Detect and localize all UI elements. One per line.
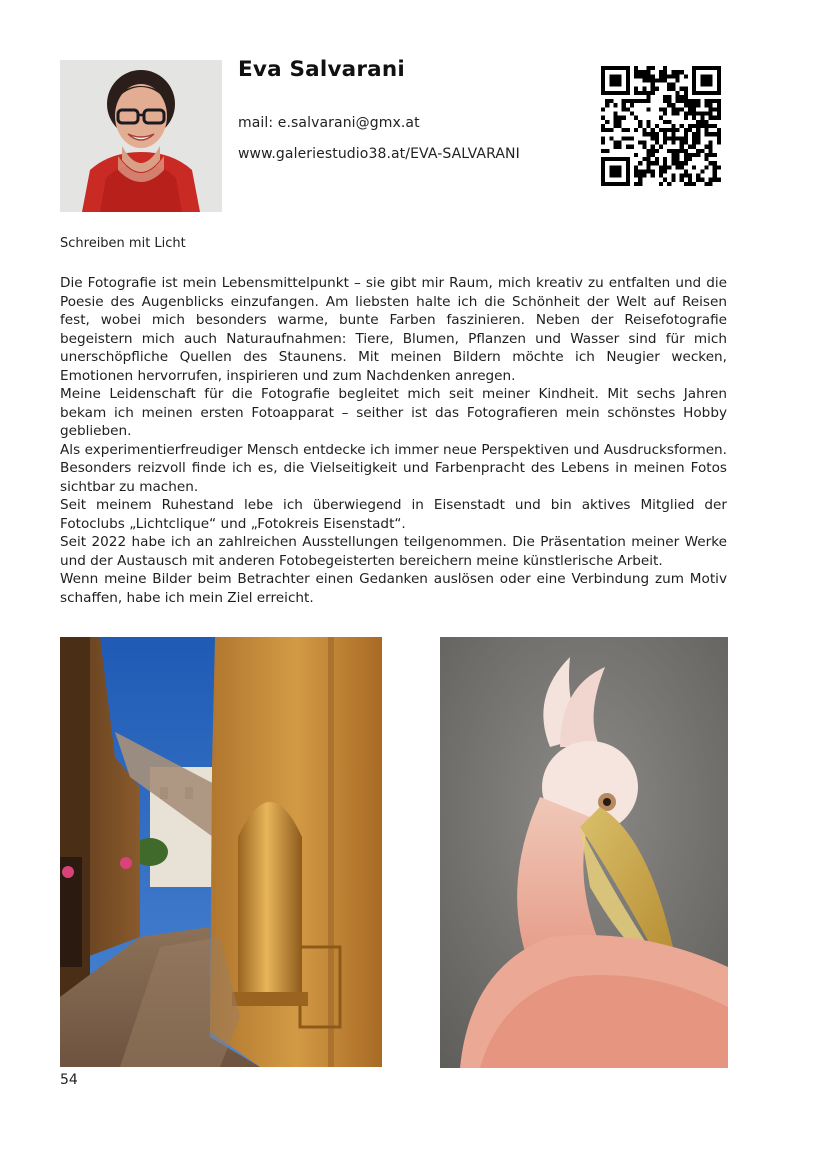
author-website[interactable]: www.galeriestudio38.at/EVA-SALVARANI [238, 146, 520, 162]
bio-paragraph: Meine Leidenschaft für die Fotografie begleitet mich seit meiner Kindheit. Mit sechs Jahren bekam ich meinen ersten Fotoapparat – seither ist das Fotografieren mein schönstes Hobby geblieben. [60, 386, 727, 439]
page-number: 54 [60, 1072, 78, 1088]
biography-text [60, 274, 727, 607]
bio-paragraph: Die Fotografie ist mein Lebensmittelpunkt – sie gibt mir Raum, mich kreativ zu entfalten und die Poesie des Augenblicks einzufangen. Am liebsten halte ich die Schönheit der Welt auf Reisen fest, wobei mich besonders warme, bunte Farben faszinieren. Neben der Reisefotografie begeistern mich auch Naturaufnahmen: Tiere, Blumen, Pflanzen und Wasser sind für mich unerschöpfliche Quellen des Staunens. Mit meinen Bildern möchte ich Neugier wecken, Emotionen hervorrufen, inspirieren und zum Nachdenken anregen. [60, 275, 727, 384]
author-email[interactable]: mail: e.salvarani@gmx.at [238, 115, 420, 131]
bio-paragraph: Als experimentierfreudiger Mensch entdecke ich immer neue Perspektiven und Ausdrucksformen. Besonders reizvoll finde ich es, die Vielseitigkeit und Farbenpracht des Lebens in meinen Fotos sichtbar zu machen. [60, 441, 727, 495]
bio-paragraph: Seit 2022 habe ich an zahlreichen Ausstellungen teilgenommen. Die Präsentation meiner Werke und der Austausch mit anderen Fotobegeisterten bereichern meine künstlerische Arbeit. [60, 534, 727, 569]
author-name: Eva Salvarani [238, 57, 405, 82]
bio-paragraph: Seit meinem Ruhestand lebe ich überwiegend in Eisenstadt und bin aktives Mitglied der Fotoclubs „Lichtclique“ und „Fotokreis Eisenstadt“. [60, 497, 727, 532]
qr-code[interactable] [601, 66, 721, 186]
portrait-photo [60, 60, 222, 212]
section-subtitle: Schreiben mit Licht [60, 236, 186, 251]
pink-pelican-photo [440, 637, 728, 1068]
golden-alley-photo [60, 637, 382, 1067]
bio-paragraph: Wenn meine Bilder beim Betrachter einen Gedanken auslösen oder eine Verbindung zum Motiv schaffen, habe ich mein Ziel erreicht. [60, 571, 727, 606]
